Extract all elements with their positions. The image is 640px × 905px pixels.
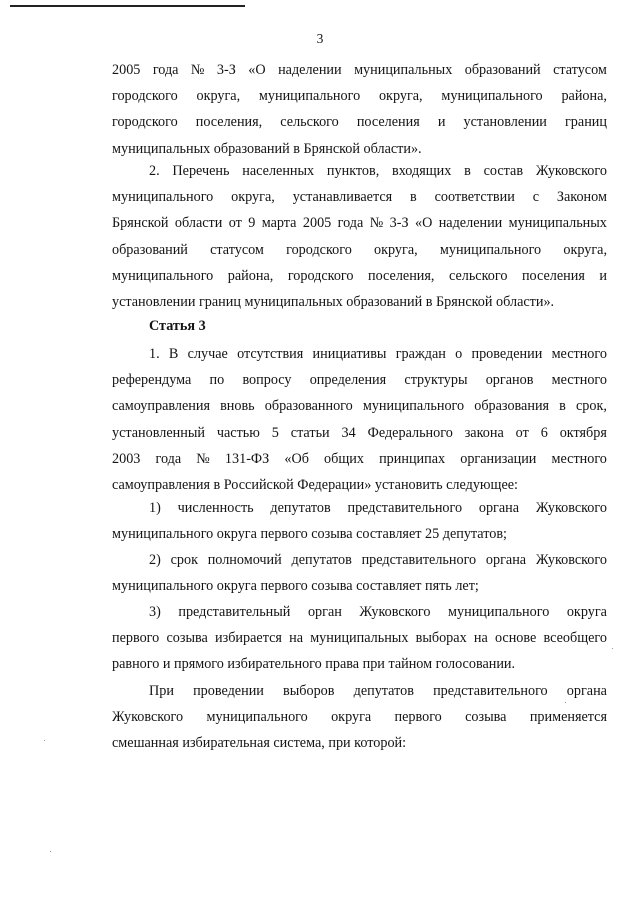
word: наделении bbox=[438, 215, 503, 232]
word: местного bbox=[551, 450, 607, 467]
word: депутатов bbox=[353, 683, 414, 699]
word: При bbox=[149, 683, 174, 699]
word: муниципальных bbox=[508, 215, 607, 232]
word: № bbox=[190, 62, 205, 78]
word: входящих bbox=[392, 163, 452, 179]
paragraph-3-1-referendum bbox=[112, 341, 607, 498]
text-line: смешанная избирательная система, при которой: bbox=[112, 735, 407, 752]
text-line bbox=[112, 341, 607, 367]
word: городского bbox=[286, 241, 352, 258]
word: округа bbox=[331, 709, 372, 726]
paragraph-2-settlements-list bbox=[112, 158, 607, 315]
word: созыва bbox=[465, 709, 507, 726]
word: Жуковского bbox=[535, 500, 607, 516]
word: наделении bbox=[278, 62, 342, 78]
word: проведении bbox=[193, 683, 264, 699]
word: 2005 bbox=[302, 215, 332, 232]
word: органа bbox=[485, 552, 527, 568]
word: поселения bbox=[356, 114, 420, 131]
text-line bbox=[112, 446, 607, 472]
word: 3-З bbox=[216, 62, 236, 78]
text-line bbox=[112, 367, 607, 393]
word: от bbox=[515, 424, 529, 441]
word: инициативы bbox=[312, 346, 387, 362]
word: 2) bbox=[149, 552, 161, 568]
word: установлении bbox=[463, 114, 547, 131]
text-line bbox=[112, 625, 607, 651]
word: 34 bbox=[341, 424, 356, 441]
word: первого bbox=[112, 630, 160, 647]
word: депутатов bbox=[291, 552, 352, 568]
word: состав bbox=[483, 163, 524, 179]
word: и bbox=[599, 267, 607, 284]
word: октября bbox=[559, 424, 607, 441]
word: области bbox=[174, 215, 223, 232]
word: 2. bbox=[149, 163, 160, 179]
text-line: Статья 3 bbox=[149, 318, 206, 334]
word: депутатов bbox=[270, 500, 331, 516]
word: вновь bbox=[220, 398, 255, 415]
word: статусом bbox=[210, 241, 264, 258]
word: Жуковского bbox=[535, 552, 607, 568]
word: органа bbox=[566, 683, 607, 699]
word: соответствии bbox=[434, 189, 515, 206]
word: устанавливается bbox=[292, 189, 393, 206]
word: 1) bbox=[149, 500, 161, 516]
word: границ bbox=[564, 114, 607, 131]
word: случае bbox=[187, 346, 228, 362]
scan-speck bbox=[44, 740, 45, 741]
word: выборах bbox=[415, 630, 467, 647]
word: органа bbox=[478, 500, 520, 516]
word: и bbox=[437, 114, 446, 131]
word: 1. bbox=[149, 346, 160, 362]
word: городского bbox=[112, 114, 178, 131]
word: муниципального bbox=[441, 88, 543, 105]
word: образованного bbox=[264, 398, 353, 415]
text-line: муниципального округа первого созыва составляет 25 депутатов; bbox=[112, 526, 507, 543]
word: местного bbox=[551, 346, 607, 362]
word: избирается bbox=[215, 630, 282, 647]
word: референдума bbox=[112, 372, 192, 389]
word: округа, bbox=[378, 88, 423, 105]
word: округа, bbox=[196, 88, 241, 105]
word: Перечень bbox=[172, 163, 230, 179]
scan-edge-line bbox=[10, 5, 245, 7]
word: срок bbox=[170, 552, 198, 568]
word: применяется bbox=[529, 709, 607, 726]
word: о bbox=[455, 346, 463, 362]
text-line: самоуправления в Российской Федерации» установить следующее: bbox=[112, 476, 518, 493]
word: поселения, bbox=[195, 114, 263, 131]
text-line bbox=[112, 547, 607, 573]
word: муниципального bbox=[206, 709, 308, 726]
word: округа bbox=[566, 604, 607, 620]
word: проведении bbox=[471, 346, 543, 362]
word: 2003 bbox=[112, 450, 141, 467]
word: населенных bbox=[242, 163, 315, 179]
text-line bbox=[112, 184, 607, 210]
word: 6 bbox=[540, 424, 548, 441]
word: самоуправления bbox=[112, 398, 210, 415]
word: городского bbox=[112, 88, 178, 105]
text-line bbox=[112, 393, 607, 419]
scan-speck bbox=[565, 702, 566, 703]
word: структуры bbox=[404, 372, 468, 389]
word: округа, bbox=[231, 189, 275, 206]
word: представительного bbox=[433, 683, 548, 699]
list-item-1-deputy-count bbox=[112, 495, 607, 547]
word: первого bbox=[394, 709, 442, 726]
word: орган bbox=[307, 604, 342, 620]
word: округа, bbox=[374, 241, 418, 258]
word: созыва bbox=[166, 630, 208, 647]
word: вопросу bbox=[242, 372, 292, 389]
text-line: установлении границ муниципальных образований в Брянской области». bbox=[112, 293, 555, 310]
word: № bbox=[369, 215, 384, 232]
word: в bbox=[559, 398, 566, 415]
word: муниципального bbox=[258, 88, 361, 105]
word: в bbox=[410, 189, 417, 206]
paragraph-law-reference bbox=[112, 57, 607, 162]
word: общих bbox=[324, 450, 364, 467]
word: поселения, bbox=[368, 267, 435, 284]
word: района, bbox=[561, 88, 607, 105]
word: установленный bbox=[112, 424, 205, 441]
text-line bbox=[112, 420, 607, 446]
list-item-2-term bbox=[112, 547, 607, 599]
word: Жуковского bbox=[535, 163, 607, 179]
scan-speck bbox=[50, 851, 51, 852]
word: округа, bbox=[563, 241, 607, 258]
word: Брянской bbox=[112, 215, 169, 232]
word: 3) bbox=[149, 604, 161, 620]
word: представительного bbox=[347, 500, 463, 516]
text-line bbox=[112, 83, 607, 109]
text-line bbox=[112, 158, 607, 184]
word: района, bbox=[227, 267, 274, 284]
word: пунктов, bbox=[326, 163, 380, 179]
word: полномочий bbox=[207, 552, 282, 568]
word: 9 bbox=[248, 215, 256, 232]
word: муниципального bbox=[362, 398, 465, 415]
word: Жуковского bbox=[112, 709, 184, 726]
word: поселения bbox=[521, 267, 585, 284]
word: муниципальных bbox=[310, 630, 409, 647]
text-line bbox=[112, 237, 607, 263]
text-line bbox=[112, 704, 607, 730]
word: В bbox=[168, 346, 179, 362]
word: Жуковского bbox=[359, 604, 431, 620]
word: представительный bbox=[178, 604, 291, 620]
text-line bbox=[112, 678, 607, 704]
word: всеобщего bbox=[543, 630, 607, 647]
article-heading bbox=[112, 313, 607, 339]
word: образований bbox=[112, 241, 188, 258]
list-item-3-election bbox=[112, 599, 607, 678]
word: муниципального bbox=[439, 241, 542, 258]
word: образования bbox=[474, 398, 550, 415]
word: численность bbox=[177, 500, 254, 516]
word: года bbox=[152, 62, 179, 78]
word: 3-З bbox=[389, 215, 409, 232]
text-line bbox=[112, 109, 607, 135]
text-line bbox=[112, 210, 607, 236]
word: Федерального bbox=[367, 424, 453, 441]
word: муниципального bbox=[112, 267, 214, 284]
word: статьи bbox=[290, 424, 330, 441]
text-line bbox=[112, 495, 607, 521]
word: определения bbox=[309, 372, 387, 389]
word: года bbox=[155, 450, 182, 467]
word: органов bbox=[485, 372, 534, 389]
word: на bbox=[289, 630, 303, 647]
paragraph-electoral-system bbox=[112, 678, 607, 757]
word: отсутствия bbox=[237, 346, 304, 362]
word: марта bbox=[261, 215, 297, 232]
word: выборов bbox=[283, 683, 335, 699]
word: местного bbox=[551, 372, 607, 389]
text-line bbox=[112, 57, 607, 83]
word: муниципального bbox=[112, 189, 214, 206]
word: сельского bbox=[448, 267, 508, 284]
text-line: муниципальных образований в Брянской области». bbox=[112, 140, 422, 157]
word: представительного bbox=[361, 552, 477, 568]
word: «О bbox=[248, 62, 266, 78]
word: «Об bbox=[284, 450, 309, 467]
word: 2005 bbox=[112, 62, 141, 78]
word: 131-ФЗ bbox=[224, 450, 270, 467]
word: закона bbox=[464, 424, 504, 441]
word: по bbox=[209, 372, 225, 389]
word: принципах bbox=[379, 450, 446, 467]
word: организации bbox=[460, 450, 537, 467]
word: срок, bbox=[575, 398, 607, 415]
scan-speck bbox=[612, 648, 613, 649]
text-line bbox=[112, 599, 607, 625]
word: частью bbox=[216, 424, 260, 441]
word: года bbox=[337, 215, 364, 232]
word: № bbox=[196, 450, 210, 467]
word: основе bbox=[494, 630, 537, 647]
word: статусом bbox=[553, 62, 607, 78]
text-line: равного и прямого избирательного права при тайном голосовании. bbox=[112, 656, 516, 673]
word: граждан bbox=[395, 346, 446, 362]
word: «О bbox=[414, 215, 433, 232]
word: Законом bbox=[556, 189, 607, 206]
word: образований bbox=[464, 62, 541, 78]
word: 5 bbox=[271, 424, 279, 441]
word: муниципальных bbox=[354, 62, 453, 78]
word: городского bbox=[287, 267, 354, 284]
word: сельского bbox=[280, 114, 339, 131]
word: с bbox=[532, 189, 539, 206]
word: от bbox=[228, 215, 242, 232]
word: муниципального bbox=[448, 604, 550, 620]
text-line bbox=[112, 263, 607, 289]
page-number: 3 bbox=[316, 31, 324, 46]
word: на bbox=[473, 630, 488, 647]
word: в bbox=[464, 163, 471, 179]
text-line: муниципального округа первого созыва составляет пять лет; bbox=[112, 578, 479, 595]
